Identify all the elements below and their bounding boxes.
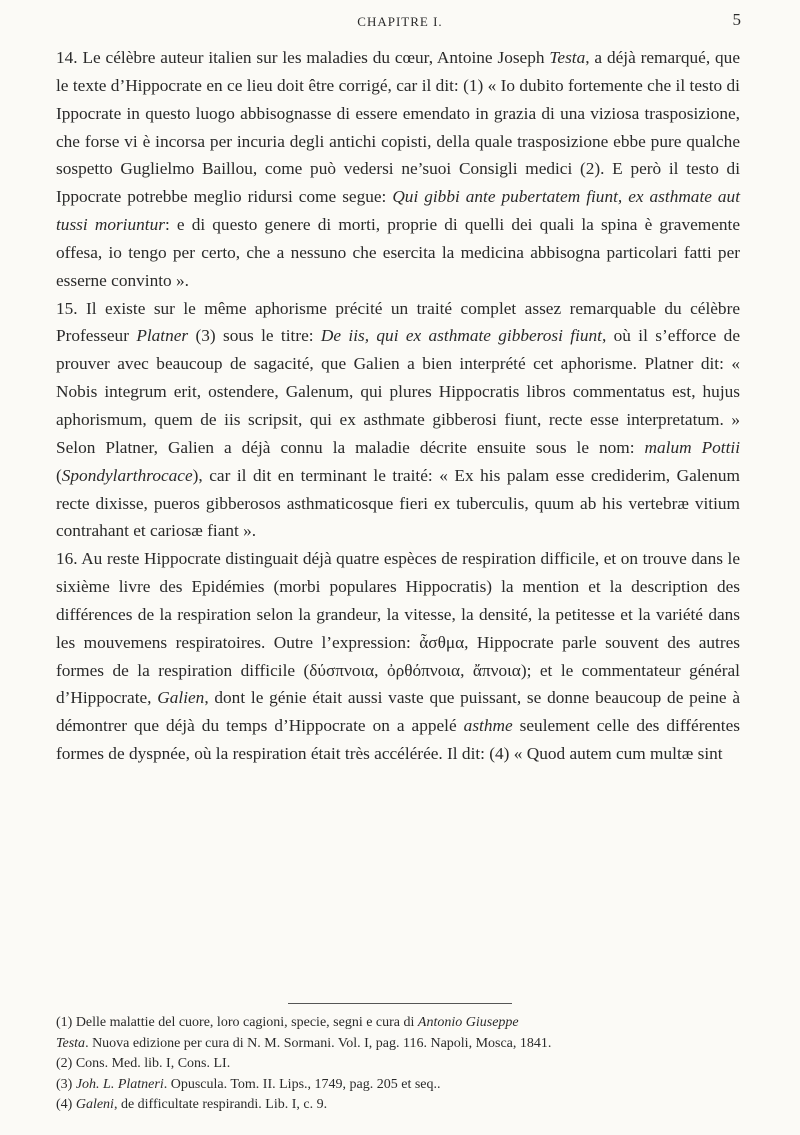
paragraph-text-run: 15. Il existe sur le même aphorisme précité un traité complet assez remarquable du célèbre Professeur <box>56 298 740 346</box>
paragraph-italic-run: De iis, qui ex asthmate gibberosi fiunt <box>320 326 602 346</box>
chapter-title: CHAPITRE I. <box>357 14 443 29</box>
footnote-2 <box>56 1054 740 1075</box>
footnote-text-run: (3) <box>56 1076 76 1092</box>
paragraph-16 <box>56 545 740 768</box>
footnote-text-run: (4) <box>56 1097 76 1112</box>
footnote-1 <box>56 1013 740 1034</box>
paragraph-text-run: seulement celle des différentes formes de dyspnée, où la respiration était très accélérée. Il dit: (4) « Quod autem cum multæ sint <box>56 716 740 764</box>
paragraph-text-run: ), car il dit en terminant le traité: « Ex his palam esse crediderim, Galenum recte dixisse, pueros gibberosos asthmaticosque fieri ex tuberculis, quum ab his vertebræ vitium contrahant et cariosæ fiant ». <box>56 465 740 541</box>
footnote-divider <box>288 1003 512 1004</box>
footnote-italic-run: Joh. L. Platneri <box>75 1076 164 1092</box>
running-head <box>56 10 744 34</box>
footnote-italic-run: Antonio Giuseppe <box>417 1015 519 1030</box>
footnote-1-continued <box>56 1034 740 1055</box>
footnote-4 <box>56 1095 740 1116</box>
paragraph-italic-run: malum Pottii <box>644 437 740 457</box>
main-text <box>56 44 740 768</box>
footnote-italic-run: Galeni <box>75 1097 114 1112</box>
paragraph-text-run: : e di questo genere di morti, proprie di quelli dei quali la spina è gravemente offesa, io tengo per certo, che a nessuno che esercita la medicina abbisogna particolari fatti per esserne convinto ». <box>56 215 740 290</box>
footnote-text-run: . Opuscula. Tom. II. Lips., 1749, pag. 205 et seq.. <box>163 1076 441 1092</box>
footnotes <box>56 1013 740 1116</box>
paragraph-text-run: , où il s’efforce de prouver avec beaucoup de sagacité, que Galien a bien interprété cet aphorisme. Platner dit: « Nobis integrum erit, ostendere, Galenum, qui plures Hippocratis libros commentatus est, hujus aphorismum, quem de iis scripsit, qui ex asthmate gibberosi fiunt, recte esse interpretatum. » Selon Platner, Galien a déjà connu la maladie décrite ensuite sous le nom: <box>56 326 740 457</box>
paragraph-italic-run: Testa <box>549 48 586 67</box>
paragraph-text-run: 16. Au reste Hippocrate distinguait déjà quatre espèces de respiration difficile, et on trouve dans le sixième livre des Epidémies (morbi populares Hippocratis) la mention et la description des différences de la respiration selon la grandeur, la vitesse, la densité, la petitesse et la variété dans les mouvemens respiratoires. Outre l’expression: ἆσθμα, Hippocrate parle souvent des autres formes de la respiration difficile (δύσπνοια, ὀρθόπνοια, ἄπνοια); et le commentateur général d’Hippocrate, <box>56 549 740 708</box>
paragraph-15 <box>56 295 740 546</box>
paragraph-14 <box>56 44 740 295</box>
footnote-text-run: . Nuova edizione per cura di N. M. Sormani. Vol. I, pag. 116. Napoli, Mosca, 1841. <box>85 1035 552 1051</box>
footnote-text-run: (2) Cons. Med. lib. I, Cons. LI. <box>56 1056 231 1071</box>
footnote-text-run: , de difficultate respirandi. Lib. I, c. 9. <box>113 1097 328 1112</box>
footnote-text-run: (1) Delle malattie del cuore, loro cagioni, specie, segni e cura di <box>56 1015 418 1030</box>
paragraph-italic-run: asthme <box>463 716 513 736</box>
paragraph-italic-run: Platner <box>136 326 189 346</box>
paragraph-text-run: (3) sous le titre: <box>188 326 321 346</box>
footnote-3 <box>56 1075 740 1096</box>
paragraph-text-run: 14. Le célèbre auteur italien sur les maladies du cœur, Antoine Joseph <box>56 48 550 67</box>
paragraph-text-run: ( <box>56 465 62 485</box>
page-number: 5 <box>732 10 742 29</box>
paragraph-text-run: , dont le génie était aussi vaste que puissant, se donne beaucoup de peine à démontrer que déjà du temps d’Hippocrate on a appelé <box>56 688 740 736</box>
footnote-italic-run: Testa <box>56 1035 86 1051</box>
paragraph-italic-run: Qui gibbi ante pubertatem fiunt, ex asthmate aut tussi moriuntur <box>56 187 740 235</box>
paragraph-text-run: , a déjà remarqué, que le texte d’Hippocrate en ce lieu doit être corrigé, car il dit: (1) « Io dubito fortemente che il testo di Ippocrate in questo luogo abbisognasse di essere emendato in grazia di una viziosa trasposizione, che forse vi è incorsa per incuria degli antichi copisti, della quale trasposizione ebbe pure qualche sospetto Guglielmo Baillou, come può vedersi ne’suoi Consigli medici (2). E però il testo di Ippocrate potrebbe meglio ridursi come segue: <box>56 48 740 207</box>
paragraph-italic-run: Galien <box>157 688 205 708</box>
paragraph-italic-run: Spondylarthrocace <box>61 465 193 485</box>
